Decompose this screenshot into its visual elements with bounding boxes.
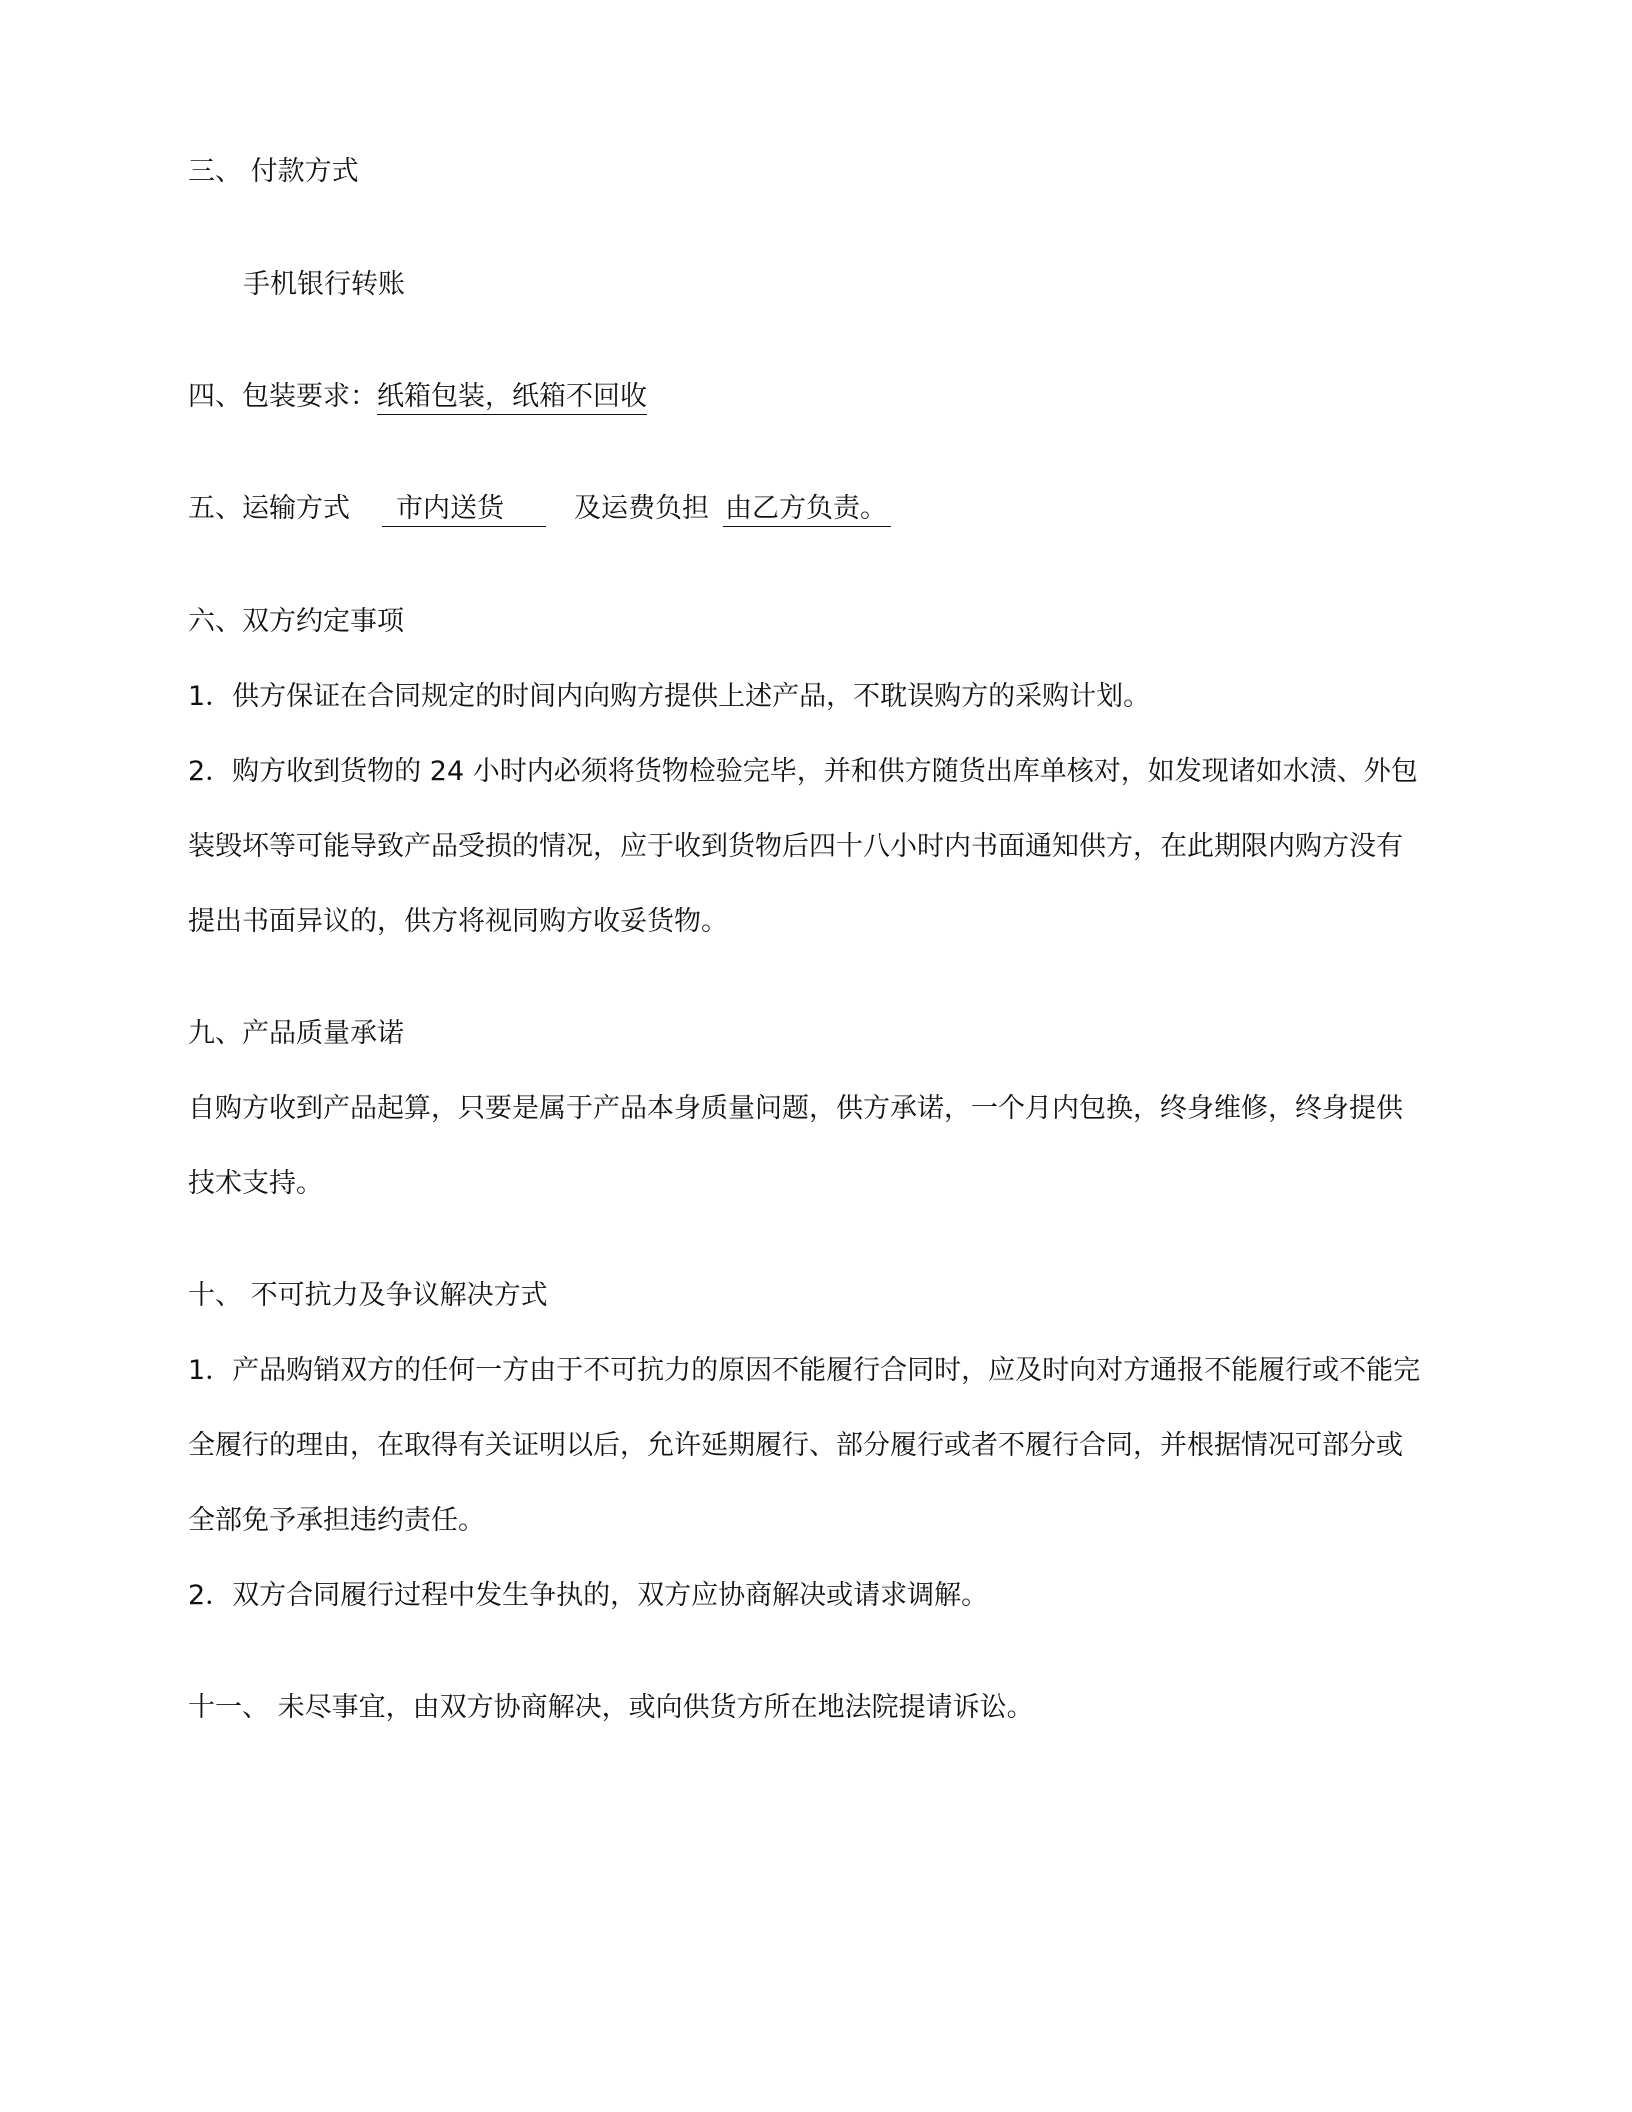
section-9-line: 技术支持。 — [188, 1168, 323, 1199]
section-10-line: 2．双方合同履行过程中发生争执的，双方应协商解决或请求调解。 — [188, 1580, 989, 1611]
section-5-transport — [188, 495, 891, 527]
section-6-line: 1．供方保证在合同规定的时间内向购方提供上述产品，不耽误购方的采购计划。 — [188, 681, 1151, 712]
packaging-label: 四、包装要求： — [188, 381, 377, 412]
section-4-packaging — [188, 383, 647, 415]
section-6-line: 提出书面异议的，供方将视同购方收妥货物。 — [188, 906, 728, 937]
section-10-line: 全履行的理由，在取得有关证明以后，允许延期履行、部分履行或者不履行合同，并根据情况可部分或 — [188, 1430, 1403, 1461]
section-11-text: 十一、 未尽事宜，由双方协商解决，或向供货方所在地法院提请诉讼。 — [188, 1692, 1034, 1723]
transport-value: 市内送货 — [382, 495, 546, 527]
section-9-heading: 九、产品质量承诺 — [188, 1018, 404, 1049]
section-10-line: 1．产品购销双方的任何一方由于不可抗力的原因不能履行合同时，应及时向对方通报不能履行或不能完 — [188, 1355, 1421, 1386]
payment-method: 手机银行转账 — [243, 269, 405, 300]
freight-label: 及运费负担 — [574, 493, 709, 524]
section-3-heading: 三、 付款方式 — [188, 156, 359, 187]
packaging-value: 纸箱包装，纸箱不回收 — [377, 383, 647, 415]
transport-label: 五、运输方式 — [188, 493, 350, 524]
section-6-line: 装毁坏等可能导致产品受损的情况，应于收到货物后四十八小时内书面通知供方，在此期限内购方没有 — [188, 831, 1403, 862]
section-6-line: 2．购方收到货物的 24 小时内必须将货物检验完毕，并和供方随货出库单核对，如发现诸如水渍、外包 — [188, 756, 1418, 787]
freight-value: 由乙方负责。 — [723, 495, 891, 527]
section-10-heading: 十、 不可抗力及争议解决方式 — [188, 1280, 548, 1311]
section-9-line: 自购方收到产品起算，只要是属于产品本身质量问题，供方承诺，一个月内包换，终身维修，终身提供 — [188, 1093, 1403, 1124]
section-10-line: 全部免予承担违约责任。 — [188, 1505, 485, 1536]
section-6-heading: 六、双方约定事项 — [188, 606, 404, 637]
